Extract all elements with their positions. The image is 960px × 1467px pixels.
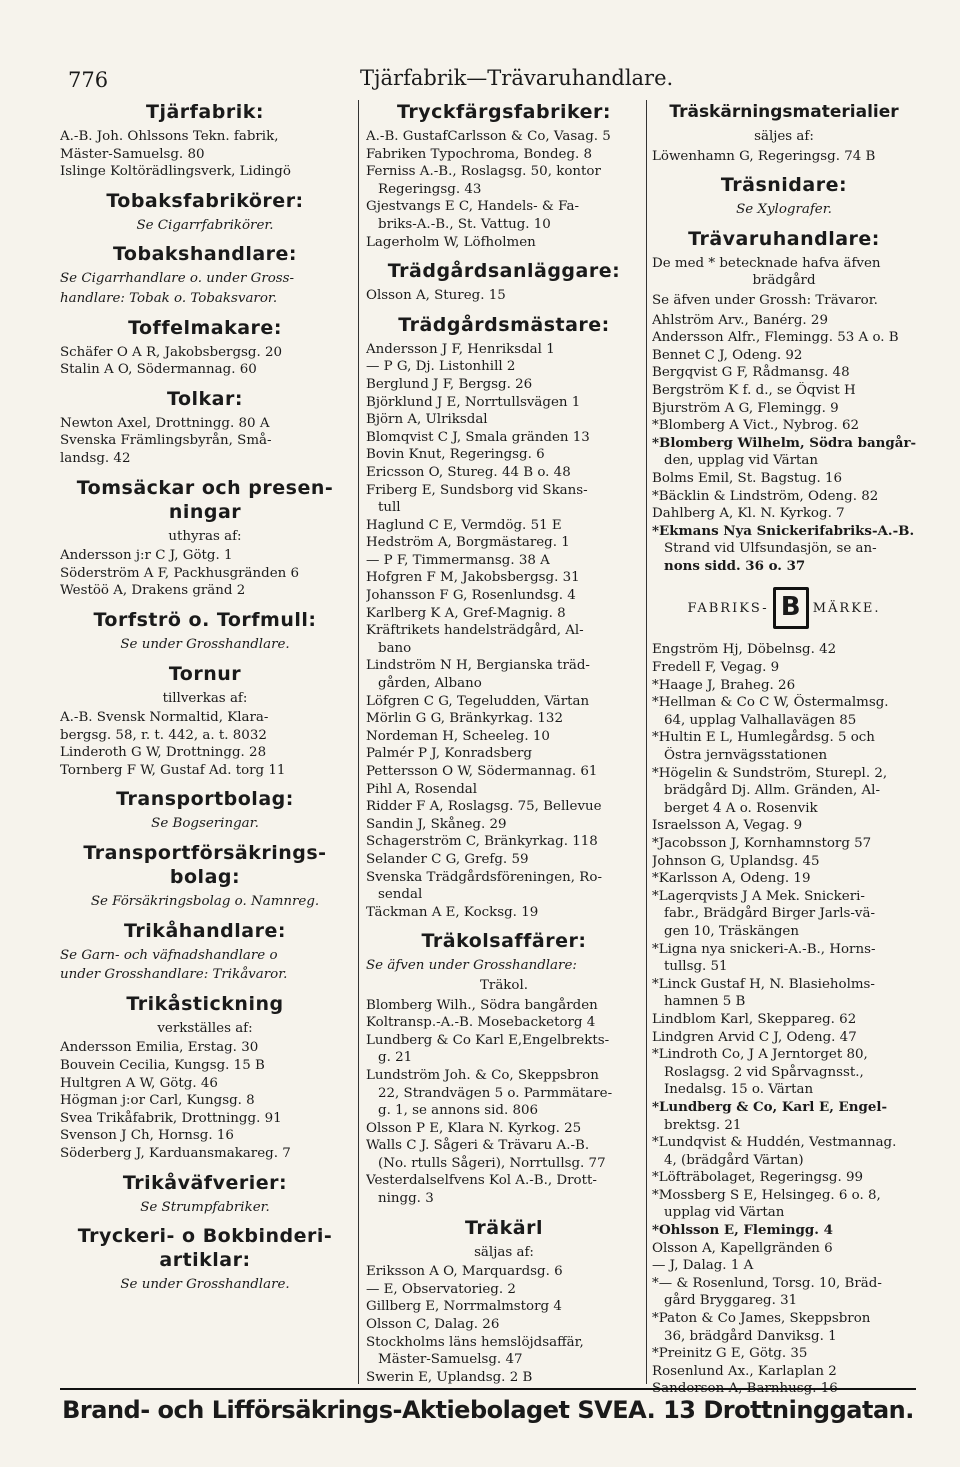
entry-line: Högman j:or Carl, Kungsg. 8 [60,1093,255,1109]
entry-list [60,547,350,600]
entry-line: Lagerholm W, Löfholmen [366,234,536,250]
section-heading: Trädgårdsmästare: [398,313,610,336]
entry-line: Söderberg J, Karduansmakareg. 7 [60,1146,291,1161]
entry-line: Eriksson A O, Marquardsg. 6 [366,1264,563,1280]
entry-line: *Högelin & Sundström, Sturepl. 2, [652,765,888,781]
entry-line: Lindström N H, Bergianska träd- [366,658,590,674]
entry-line: *Lundqvist & Huddén, Vestmannag. [652,1135,897,1151]
entry-line: Lindgren Arvid C J, Odeng. 47 [652,1029,857,1045]
column-1 [60,100,350,1296]
section-heading: Tjärfabrik: [146,101,264,123]
entry-line: Fabriken Typochroma, Bondeg. 8 [366,146,593,162]
entry-line: Stalin A O, Södermannag. 60 [60,362,257,378]
entry-line: Mäster-Samuelsg. 47 [378,1352,523,1368]
entry-line: *Karlsson A, Odeng. 19 [652,871,811,887]
entry-line: *Lundberg & Co, Karl E, Engel- [652,1098,887,1115]
fabriksmarke-logo [652,587,916,629]
entry-line: den, upplag vid Värtan [664,453,818,469]
entry-line: Björn A, Ulriksdal [366,412,488,428]
section-heading: Tryckeri- o Bokbinderi- [77,1225,333,1248]
section-heading: Träskärningsmaterialier [669,102,899,122]
cross-reference: Träkol. [479,977,529,993]
entry-list [652,312,916,576]
entry-line: 4, (brädgård Värtan) [664,1152,804,1168]
entry-line: Walls C J. Sågeri & Trävaru A.-B. [366,1138,590,1154]
entry-line: *Hellman & Co C W, Östermalmsg. [652,695,889,711]
entry-line: Bennet C J, Odeng. 92 [652,347,803,363]
entry-list [60,709,350,779]
entry-line: Bergström K f. d., se Öqvist H [652,382,856,398]
entry-line: Olsson A, Kapellgränden 6 [652,1240,833,1256]
section-heading: Tomsäckar och presen- [76,476,334,499]
entry-line: 36, brädgård Danviksg. 1 [664,1328,837,1344]
entry-line: Ferniss A.-B., Roslagsg. 50, kontor [366,164,601,180]
cross-reference: Se Garn- och väfnadshandlare o [60,947,278,963]
section-heading: Tryckfärgsfabriker: [397,101,611,123]
entry-line: Stockholms läns hemslöjdsaffär, [366,1334,584,1350]
entry-line: Täckman A E, Kocksg. 19 [366,904,539,920]
logo-right-text: MÄRKE. [812,600,881,616]
entry-line: tullsg. 51 [664,959,728,975]
section-heading-cont: artiklar: [159,1249,251,1272]
entry-line: Mäster-Samuelsg. 80 [60,146,205,162]
section-heading: Tobaksfabrikörer: [106,189,304,212]
section-heading-cont: ningar [168,500,242,523]
entry-line: *Ohlsson E, Flemingg. 4 [652,1222,833,1239]
entry-line: Olsson C, Dalag. 26 [366,1317,500,1333]
entry-line: bano [378,640,412,656]
section-heading: Tobakshandlare: [112,243,298,266]
entry-line: Tornberg F W, Gustaf Ad. torg 11 [60,762,286,778]
entry-line: Gillberg E, Norrmalmstorg 4 [366,1299,562,1315]
logo-b-mark: B [773,587,809,629]
entry-line: Blomqvist C J, Smala gränden 13 [366,429,590,445]
entry-line: upplag vid Värtan [664,1205,785,1221]
entry-line: *Blomberg Wilhelm, Södra bangår- [652,434,916,451]
entry-line: — P F, Timmermansg. 38 A [366,552,550,568]
entry-line: Ericsson O, Stureg. 44 B o. 48 [366,464,571,480]
footer-rule [60,1388,916,1390]
entry-line: Johnson G, Uplandsg. 45 [652,853,820,869]
cross-reference: Se under Grosshandlare. [120,636,290,652]
entry-line: — J, Dalag. 1 A [652,1258,754,1274]
entry-line: *Mossberg S E, Helsingeg. 6 o. 8, [652,1187,881,1203]
entry-line: hamnen 5 B [664,994,746,1010]
entry-line: — P G, Dj. Listonhill 2 [366,359,516,375]
cross-reference: Se Bogseringar. [151,816,259,832]
page-number: 776 [68,68,109,92]
entry-line: Hofgren F M, Jakobsbergsg. 31 [366,570,580,586]
entry-line: Ridder F A, Roslagsg. 75, Bellevue [366,799,602,815]
entry-line: Islinge Koltörädlingsverk, Lidingö [60,164,291,180]
entry-line: gården, Albano [378,676,482,692]
entry-line: Inedalsg. 15 o. Värtan [664,1082,814,1098]
entry-line: *Jacobsson J, Kornhamnstorg 57 [652,836,872,851]
cross-reference: Se Cigarrfabrikörer. [136,217,274,233]
entry-line: landsg. 42 [60,450,131,466]
entry-line: Newton Axel, Drottningg. 80 A [60,415,270,431]
section-subheading: säljas af: [474,1244,534,1260]
entry-line: Bolms Emil, St. Bagstug. 16 [652,470,843,486]
entry-line: Andersson Emilia, Erstag. 30 [60,1040,259,1056]
entry-line: briks-A.-B., St. Vattug. 10 [378,216,551,232]
entry-line: nons sidd. 36 o. 37 [664,557,806,574]
entry-list [652,641,916,1398]
entry-line: Koltransp.-A.-B. Mosebacketorg 4 [366,1015,596,1031]
cross-reference: Se Xylografer. [736,202,832,218]
entry-line: Kräftrikets handelsträdgård, Al- [366,623,584,639]
entry-list [366,341,642,922]
entry-line: 22, Strandvägen 5 o. Parmmätare- [378,1085,613,1101]
cross-reference: under Grosshandlare: Trikåvaror. [60,967,288,983]
section-heading: Trikåhandlare: [124,919,286,942]
entry-line: Palmér P J, Konradsberg [366,746,532,762]
entry-line: gen 10, Träskängen [664,923,799,939]
entry-line: Bovin Knut, Regeringsg. 6 [366,447,545,463]
entry-line: Swerin E, Uplandsg. 2 B [366,1369,533,1385]
entry-line: Ahlström Arv., Banérg. 29 [652,312,828,328]
cross-reference: Se äfven under Grosshandlare: [366,958,577,974]
entry-line: Svenska Trädgårdsföreningen, Ro- [366,869,602,885]
logo-left-text: FABRIKS- [687,600,769,616]
entry-line: Westöö A, Drakens gränd 2 [60,583,246,599]
entry-line: Schäfer O A R, Jakobsbergsg. 20 [60,344,283,360]
entry-line: fabr., Brädgård Birger Jarls-vä- [664,906,875,922]
entry-line: Pihl A, Rosendal [366,781,478,797]
entry-line: Sanderson A, Barnhusg. 16 [652,1381,838,1397]
entry-line: Björklund J E, Norrtullsvägen 1 [366,394,581,410]
entry-list [366,1263,642,1386]
entry-line: Selander C G, Grefg. 59 [366,851,529,867]
entry-line: *Ligna nya snickeri-A.-B., Horns- [652,941,876,957]
entry-line: Nordeman H, Scheeleg. 10 [366,728,550,744]
section-heading: Tolkar: [167,387,243,410]
entry-line: *Löfträbolaget, Regeringsg. 99 [652,1170,864,1186]
entry-line: Andersson Alfr., Flemingg. 53 A o. B [652,330,899,346]
entry-line: *Bäcklin & Lindström, Odeng. 82 [652,488,879,504]
entry-line: Svenson J Ch, Hornsg. 16 [60,1128,234,1144]
entry-line: Sandin J, Skåneg. 29 [366,816,507,832]
column-rule-right [646,100,647,1384]
section-subheading: verkställes af: [157,1020,253,1036]
entry-line: Lundberg & Co Karl E,Engelbrekts- [366,1032,610,1048]
entry-line: Dahlberg A, Kl. N. Kyrkog. 7 [652,506,845,522]
entry-line: Söderström A F, Packhusgränden 6 [60,565,300,581]
entry-line: berget 4 A o. Rosenvik [664,800,818,816]
entry-line: Bjurström A G, Flemingg. 9 [652,400,839,416]
section-heading: Trikåstickning [126,992,284,1015]
cross-reference: handlare: Tobak o. Tobaksvaror. [60,290,278,306]
entry-line: Hultgren A W, Götg. 46 [60,1075,218,1091]
entry-line: Regeringsg. 43 [378,181,482,197]
entry-line: Gjestvangs E C, Handels- & Fa- [366,199,579,215]
entry-line: *Haage J, Braheg. 26 [652,677,796,693]
cross-reference: Se Strumpfabriker. [140,1199,270,1215]
entry-line: *Paton & Co James, Skeppsbron [652,1311,871,1327]
entry-line: Roslagsg. 2 vid Spårvagnsst., [664,1064,864,1080]
entry-line: Svea Trikåfabrik, Drottningg. 91 [60,1110,282,1126]
entry-line: Schagerström C, Bränkyrkag. 118 [366,834,598,850]
entry-line: g. 1, se annons sid. 806 [378,1103,539,1119]
entry-line: 64, upplag Valhallavägen 85 [664,712,857,728]
cross-reference: Se Cigarrhandlare o. under Gross- [60,271,295,287]
section-subheading: uthyras af: [168,528,242,544]
entry-line: *Hultin E L, Humlegårdsg. 5 och [652,730,875,746]
entry-line: A.-B. Svensk Normaltid, Klara- [60,710,269,726]
section-heading: Torfströ o. Torfmull: [93,608,317,631]
entry-list [60,128,350,181]
entry-line: Hedström A, Borgmästareg. 1 [366,535,570,551]
entry-line: Strand vid Ulfsundasjön, se an- [664,541,877,557]
entry-line: gård Bryggareg. 31 [664,1293,798,1309]
entry-line: ningg. 3 [378,1191,434,1207]
entry-line: Friberg E, Sundsborg vid Skans- [366,482,588,498]
entry-line: Olsson A, Stureg. 15 [366,288,506,304]
entry-line: tull [378,500,401,516]
entry-list [60,344,350,379]
entry-line: Fredell F, Vegag. 9 [652,660,780,676]
entry-line: Mörlin G G, Bränkyrkag. 132 [366,711,563,727]
entry-list [60,415,350,468]
section-heading: Toffelmakare: [128,316,282,339]
entry-line: sendal [378,887,423,903]
entry-line: Löfgren C G, Tegeludden, Värtan [366,693,590,709]
entry-line: Vesterdalselfvens Kol A.-B., Drott- [366,1173,597,1189]
section-heading-cont: bolag: [169,866,241,889]
column-rule-left [358,100,359,1384]
section-heading: Träsnidare: [720,174,848,197]
section-heading: Trädgårdsanläggare: [387,260,621,283]
column-2 [366,100,642,1386]
entry-line: Berglund J F, Bergsg. 26 [366,376,533,392]
entry-line: Engström Hj, Döbelnsg. 42 [652,642,837,658]
entry-line: (No. rtulls Sågeri), Norrtullsg. 77 [378,1155,606,1171]
entry-line: *— & Rosenlund, Torsg. 10, Bräd- [652,1275,882,1291]
running-head: Tjärfabrik—Trävaruhandlare. [360,66,674,90]
entry-line: *Ekmans Nya Snickerifabriks-A.-B. [652,522,915,539]
entry-line: *Lagerqvists J A Mek. Snickeri- [652,888,865,904]
section-note: De med * betecknade hafva äfven [652,255,881,271]
entry-line: Israelsson A, Vegag. 9 [652,818,803,834]
entry-line: Haglund C E, Vermdög. 51 E [366,517,562,533]
footer-advertisement: Brand- och Lifförsäkrings-Aktiebolaget SVEA. 13 Drottninggatan. [62,1396,914,1424]
entry-line: g. 21 [378,1050,413,1066]
entry-line: — E, Observatorieg. 2 [366,1281,516,1297]
entry-line: Bergqvist G F, Rådmansg. 48 [652,365,850,381]
cross-reference: Se under Grosshandlare. [120,1277,290,1293]
entry-line: Linderoth G W, Drottningg. 28 [60,745,267,761]
cross-reference: Se Försäkringsbolag o. Namnreg. [90,894,320,910]
section-note: brädgård [752,273,816,289]
entry-line: Olsson P E, Klara N. Kyrkog. 25 [366,1120,582,1136]
entry-list [60,1039,350,1162]
entry-list [366,287,642,305]
entry-line: bergsg. 58, r. t. 442, a. t. 8032 [60,727,267,743]
section-heading: Träkolsaffärer: [421,930,587,953]
entry-line: Johansson F G, Rosenlundsg. 4 [366,588,576,604]
entry-line: Löwenhamn G, Regeringsg. 74 B [652,148,876,164]
entry-line: Blomberg Wilh., Södra bangården [366,997,598,1013]
entry-line: Rosenlund Ax., Karlaplan 2 [652,1363,837,1379]
entry-list [366,997,642,1208]
entry-line: Pettersson O W, Södermannag. 61 [366,764,598,779]
column-3 [652,100,916,1398]
entry-line: *Blomberg A Vict., Nybrog. 62 [652,418,860,434]
entry-line: Andersson J F, Henriksdal 1 [366,341,555,357]
cross-reference: Se äfven under Grossh: Trävaror. [652,292,878,308]
entry-line: *Preinitz G E, Götg. 35 [652,1346,808,1362]
entry-line: Östra jernvägsstationen [664,748,828,764]
section-heading: Trävaruhandlare: [688,227,880,250]
entry-list [652,148,916,166]
entry-line: Svenska Främlingsbyrån, Små- [60,433,272,449]
section-heading: Trikåväfverier: [122,1171,288,1194]
entry-line: *Lindroth Co, J A Jerntorget 80, [652,1047,868,1063]
entry-list [366,128,642,251]
entry-line: A.-B. GustafCarlsson & Co, Vasag. 5 [366,129,611,144]
section-heading: Transportförsäkrings- [83,842,327,865]
entry-line: Lindblom Karl, Skeppareg. 62 [652,1011,857,1027]
section-subheading: tillverkas af: [162,690,248,706]
section-heading: Tornur [168,662,242,685]
section-heading: Transportbolag: [116,788,294,811]
entry-line: A.-B. Joh. Ohlssons Tekn. fabrik, [60,129,279,144]
entry-line: brädgård Dj. Allm. Gränden, Al- [664,783,880,799]
entry-line: Lundström Joh. & Co, Skeppsbron [366,1067,599,1083]
entry-line: brektsg. 21 [664,1117,742,1133]
section-subheading: säljes af: [754,129,814,144]
entry-line: Andersson j:r C J, Götg. 1 [60,548,233,564]
entry-line: Bouvein Cecilia, Kungsg. 15 B [60,1058,265,1074]
entry-line: Karlberg K A, Gref-Magnig. 8 [366,605,566,621]
section-heading: Träkärl [465,1216,543,1239]
entry-line: *Linck Gustaf H, N. Blasieholms- [652,976,875,992]
